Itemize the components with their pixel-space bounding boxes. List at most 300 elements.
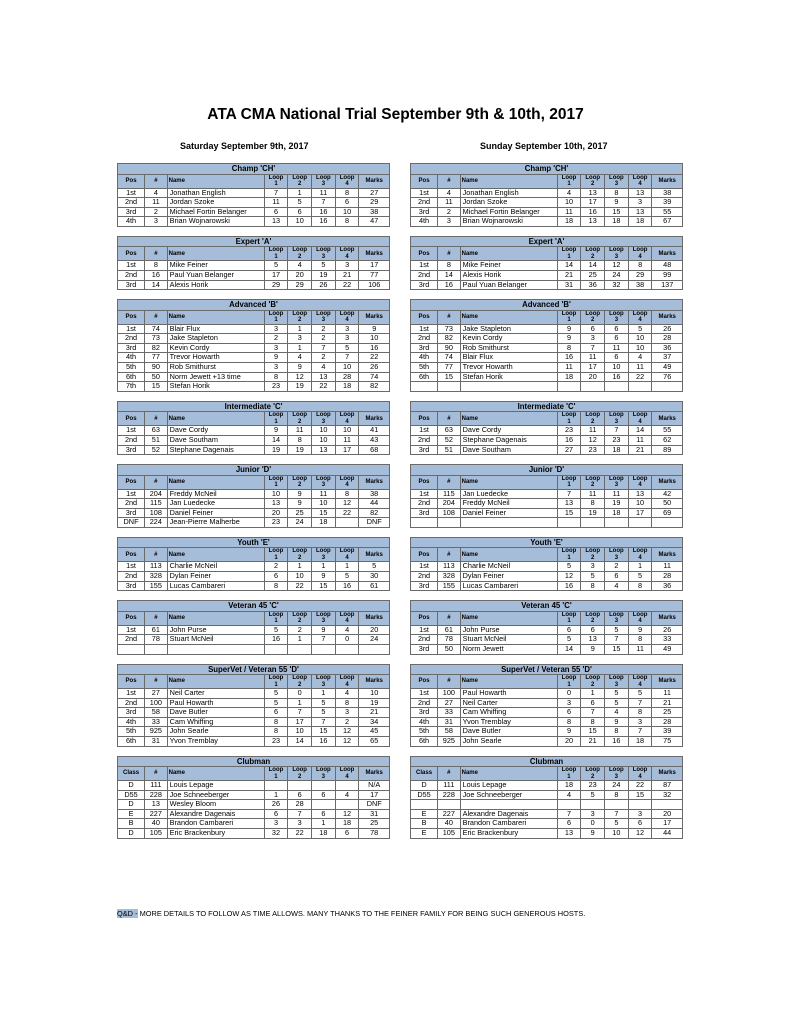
- loop-number: 2: [298, 554, 302, 561]
- cell-loop4: 3: [628, 717, 652, 727]
- table-row: [118, 445, 390, 455]
- cell-number: 63: [145, 426, 168, 436]
- cell-loop1: 32: [264, 829, 288, 839]
- cell-loop2: 4: [288, 353, 312, 363]
- cell-loop2: 4: [288, 261, 312, 271]
- table-row: [411, 188, 683, 198]
- table-row: [411, 635, 683, 645]
- cell-marks: 39: [652, 198, 683, 208]
- column-header-row: [118, 310, 390, 324]
- cell-loop2: 9: [288, 363, 312, 373]
- header-marks: Marks: [359, 767, 390, 781]
- cell-loop2: 5: [581, 790, 605, 800]
- cell-loop4: 16: [335, 581, 359, 591]
- column-header-row: [411, 611, 683, 625]
- cell-name: Norm Jewett +13 time: [167, 372, 264, 382]
- cell-loop4: 3: [335, 334, 359, 344]
- cell-marks: 25: [652, 708, 683, 718]
- cell-loop2: 20: [581, 372, 605, 382]
- results-table: [410, 756, 683, 839]
- loop-word: Loop: [561, 475, 577, 482]
- table-row: [118, 781, 390, 791]
- cell-number: 115: [145, 499, 168, 509]
- header-loop-1: [264, 247, 288, 261]
- loop-number: 1: [567, 482, 571, 489]
- table-row: [411, 270, 683, 280]
- cell-loop1: 23: [264, 518, 288, 528]
- cell-name: Jean-Pierre Malherbe: [167, 518, 264, 528]
- table-row: [411, 737, 683, 747]
- results-table: [410, 163, 683, 227]
- cell-place: D55: [118, 790, 145, 800]
- loop-number: 1: [567, 618, 571, 625]
- cell-number: 51: [438, 445, 461, 455]
- category-block: [410, 600, 683, 654]
- cell-name: Freddy McNeil: [460, 499, 557, 509]
- cell-loop2: [288, 644, 312, 654]
- cell-name: John Searle: [167, 727, 264, 737]
- cell-loop2: 17: [581, 363, 605, 373]
- cell-name: John Purse: [460, 625, 557, 635]
- cell-loop2: 13: [581, 635, 605, 645]
- cell-number: 8: [438, 261, 461, 271]
- cell-loop4: 12: [335, 499, 359, 509]
- loop-word: Loop: [339, 611, 355, 618]
- header-loop-4: [628, 247, 652, 261]
- loop-number: 2: [298, 618, 302, 625]
- table-row: [411, 717, 683, 727]
- category-block: [117, 464, 390, 528]
- loop-word: Loop: [268, 310, 284, 317]
- loop-word: Loop: [585, 247, 601, 254]
- category-title-row: [411, 537, 683, 548]
- cell-place: 1st: [411, 324, 438, 334]
- table-row: [411, 426, 683, 436]
- cell-loop4: 22: [628, 781, 652, 791]
- cell-loop3: 32: [605, 280, 629, 290]
- cell-place: 1st: [118, 625, 145, 635]
- cell-place: 2nd: [411, 698, 438, 708]
- cell-place: B: [118, 819, 145, 829]
- cell-loop4: 8: [335, 188, 359, 198]
- loop-number: 3: [321, 681, 326, 688]
- cell-place: 4th: [411, 353, 438, 363]
- header-marks: Marks: [359, 611, 390, 625]
- table-row: [411, 198, 683, 208]
- cell-name: Yvon Tremblay: [460, 717, 557, 727]
- cell-loop4: 8: [628, 708, 652, 718]
- cell-loop3: 7: [312, 717, 336, 727]
- cell-loop1: 26: [264, 800, 288, 810]
- header-loop-2: [288, 247, 312, 261]
- cell-number: 14: [438, 270, 461, 280]
- table-row: [411, 625, 683, 635]
- cell-place: 3rd: [118, 445, 145, 455]
- cell-name: Neil Carter: [460, 698, 557, 708]
- cell-loop1: 16: [557, 581, 581, 591]
- loop-number: 2: [298, 418, 302, 425]
- cell-loop3: 26: [312, 280, 336, 290]
- loop-number: 3: [614, 773, 619, 780]
- loop-number: 3: [614, 554, 619, 561]
- loop-word: Loop: [632, 310, 648, 317]
- cell-number: 8: [145, 261, 168, 271]
- cell-loop1: 18: [557, 781, 581, 791]
- cell-loop3: 13: [312, 372, 336, 382]
- header-loop-1: [557, 675, 581, 689]
- loop-word: Loop: [316, 310, 331, 317]
- header-marks: Marks: [652, 611, 683, 625]
- cell-loop2: 3: [288, 819, 312, 829]
- cell-loop1: 9: [264, 353, 288, 363]
- cell-place: 1st: [118, 562, 145, 572]
- cell-loop2: 22: [288, 581, 312, 591]
- category-block: [410, 756, 683, 839]
- cell-loop2: 15: [581, 727, 605, 737]
- cell-marks: 21: [359, 708, 390, 718]
- loop-number: 2: [591, 482, 595, 489]
- cell-number: [438, 800, 461, 810]
- cell-name: Blair Flux: [167, 324, 264, 334]
- loop-word: Loop: [316, 174, 331, 181]
- category-title: Clubman: [411, 756, 683, 767]
- cell-loop2: 23: [581, 781, 605, 791]
- cell-loop4: 0: [335, 635, 359, 645]
- cell-loop3: 16: [605, 372, 629, 382]
- cell-loop3: 6: [605, 334, 629, 344]
- loop-number: 1: [274, 482, 278, 489]
- sunday-results-column: [410, 163, 683, 848]
- cell-loop2: 14: [581, 261, 605, 271]
- cell-marks: 38: [359, 489, 390, 499]
- column-header-row: [411, 247, 683, 261]
- loop-number: 2: [591, 418, 595, 425]
- cell-loop4: 4: [335, 790, 359, 800]
- cell-loop1: [264, 781, 288, 791]
- loop-word: Loop: [585, 767, 600, 774]
- header-number: #: [145, 611, 168, 625]
- cell-number: 155: [145, 581, 168, 591]
- cell-marks: 38: [652, 188, 683, 198]
- cell-loop3: 15: [605, 644, 629, 654]
- cell-place: 3rd: [118, 508, 145, 518]
- category-block: [410, 401, 683, 455]
- cell-loop4: 3: [628, 809, 652, 819]
- header-loop-4: [628, 475, 652, 489]
- header-name: Name: [460, 548, 557, 562]
- cell-place: 3rd: [118, 207, 145, 217]
- column-header-row: [411, 174, 683, 188]
- cell-marks: 44: [652, 829, 683, 839]
- cell-name: Alexis Horik: [167, 280, 264, 290]
- cell-name: Jordan Szoke: [167, 198, 264, 208]
- cell-loop3: [605, 518, 629, 528]
- category-title: Champ 'CH': [118, 164, 390, 175]
- header-loop-1: [557, 310, 581, 324]
- header-marks: Marks: [652, 475, 683, 489]
- cell-loop1: 13: [264, 499, 288, 509]
- header-loop-4: [335, 174, 359, 188]
- cell-name: Joe Schneeberger: [460, 790, 557, 800]
- cell-loop3: 16: [312, 737, 336, 747]
- table-row: [118, 280, 390, 290]
- cell-loop2: 13: [581, 217, 605, 227]
- loop-number: 2: [591, 253, 595, 260]
- cell-loop2: [581, 800, 605, 810]
- cell-name: Paul Howarth: [460, 689, 557, 699]
- cell-loop1: 3: [264, 324, 288, 334]
- category-title-row: [118, 537, 390, 548]
- cell-loop4: 38: [628, 280, 652, 290]
- cell-number: 58: [145, 708, 168, 718]
- cell-place: 3rd: [411, 508, 438, 518]
- cell-place: 3rd: [411, 708, 438, 718]
- cell-place: 3rd: [411, 445, 438, 455]
- cell-number: 16: [438, 280, 461, 290]
- category-title-row: [411, 601, 683, 612]
- cell-name: Cam Whiffing: [460, 708, 557, 718]
- cell-loop4: 8: [628, 581, 652, 591]
- results-table: [117, 756, 390, 839]
- loop-number: 1: [567, 181, 571, 187]
- header-loop-2: [581, 611, 605, 625]
- cell-place: [118, 644, 145, 654]
- cell-marks: 32: [652, 790, 683, 800]
- header-number: #: [145, 174, 168, 188]
- cell-name: Charlie McNeil: [460, 562, 557, 572]
- cell-loop4: [628, 800, 652, 810]
- cell-loop2: 3: [581, 334, 605, 344]
- cell-place: 3rd: [411, 207, 438, 217]
- cell-place: 5th: [118, 363, 145, 373]
- header-number: #: [145, 767, 168, 781]
- cell-loop3: 19: [605, 499, 629, 509]
- cell-number: 155: [438, 581, 461, 591]
- table-row: [411, 572, 683, 582]
- header-loop-3: [312, 412, 336, 426]
- cell-loop2: 8: [581, 499, 605, 509]
- cell-loop4: 4: [628, 353, 652, 363]
- cell-loop4: 10: [628, 334, 652, 344]
- cell-loop3: 8: [605, 790, 629, 800]
- table-row: [118, 334, 390, 344]
- header-loop-4: [335, 310, 359, 324]
- table-row: [118, 508, 390, 518]
- column-header-row: [411, 548, 683, 562]
- cell-place: 2nd: [118, 198, 145, 208]
- loop-word: Loop: [609, 611, 624, 618]
- cell-loop3: 4: [312, 363, 336, 373]
- loop-word: Loop: [268, 548, 284, 555]
- cell-number: 31: [145, 737, 168, 747]
- cell-loop3: 11: [605, 343, 629, 353]
- cell-loop4: 17: [628, 508, 652, 518]
- loop-number: 4: [345, 482, 349, 489]
- cell-name: Dave Cordy: [460, 426, 557, 436]
- cell-number: 3: [145, 217, 168, 227]
- header-name: Name: [167, 310, 264, 324]
- header-pos: Pos: [411, 675, 438, 689]
- table-row: [118, 644, 390, 654]
- cell-place: 1st: [411, 562, 438, 572]
- table-row: [118, 737, 390, 747]
- cell-number: 27: [438, 698, 461, 708]
- loop-word: Loop: [561, 412, 577, 419]
- cell-number: 111: [145, 781, 168, 791]
- cell-loop3: 5: [605, 625, 629, 635]
- cell-loop4: 17: [335, 445, 359, 455]
- cell-loop4: 5: [628, 689, 652, 699]
- header-loop-3: [605, 675, 629, 689]
- cell-marks: 49: [652, 644, 683, 654]
- results-table: [410, 600, 683, 654]
- cell-name: Alexandre Dagenais: [460, 809, 557, 819]
- header-name: Name: [460, 611, 557, 625]
- cell-loop3: 18: [312, 829, 336, 839]
- category-title-row: [118, 465, 390, 476]
- table-row: [411, 280, 683, 290]
- cell-place: 1st: [411, 188, 438, 198]
- table-row: [118, 819, 390, 829]
- cell-loop3: 7: [312, 635, 336, 645]
- header-loop-1: [557, 247, 581, 261]
- cell-name: Trevor Howarth: [167, 353, 264, 363]
- header-loop-1: [557, 475, 581, 489]
- cell-marks: 30: [359, 572, 390, 582]
- header-loop-2: [288, 412, 312, 426]
- cell-loop4: 11: [628, 644, 652, 654]
- loop-word: Loop: [632, 767, 648, 774]
- cell-name: Rob Smithurst: [167, 363, 264, 373]
- category-title-row: [118, 236, 390, 247]
- header-number: #: [438, 412, 461, 426]
- cell-number: 61: [438, 625, 461, 635]
- category-block: [117, 537, 390, 591]
- cell-loop2: 10: [288, 572, 312, 582]
- loop-number: 3: [614, 418, 619, 425]
- cell-number: 204: [438, 499, 461, 509]
- header-loop-1: [264, 412, 288, 426]
- cell-loop1: 21: [557, 270, 581, 280]
- cell-loop1: 2: [264, 334, 288, 344]
- loop-number: 4: [638, 418, 642, 425]
- cell-name: Cam Whiffing: [167, 717, 264, 727]
- loop-number: 4: [638, 681, 642, 688]
- cell-loop4: 10: [335, 207, 359, 217]
- header-loop-2: [288, 548, 312, 562]
- loop-word: Loop: [339, 412, 355, 419]
- loop-number: 3: [321, 418, 326, 425]
- cell-loop4: 13: [628, 207, 652, 217]
- header-marks: Marks: [359, 247, 390, 261]
- results-table: [117, 401, 390, 455]
- cell-loop3: 8: [605, 727, 629, 737]
- column-header-row: [411, 310, 683, 324]
- cell-name: John Searle: [460, 737, 557, 747]
- cell-place: B: [411, 819, 438, 829]
- cell-name: Kevin Cordy: [460, 334, 557, 344]
- cell-loop1: 9: [557, 727, 581, 737]
- cell-loop2: 6: [288, 207, 312, 217]
- cell-name: Dave Butler: [460, 727, 557, 737]
- loop-number: 2: [591, 181, 595, 187]
- cell-number: 328: [438, 572, 461, 582]
- loop-number: 3: [321, 253, 326, 260]
- table-row: [118, 689, 390, 699]
- loop-word: Loop: [609, 247, 624, 254]
- cell-number: 40: [438, 819, 461, 829]
- cell-marks: 99: [652, 270, 683, 280]
- loop-word: Loop: [339, 675, 355, 682]
- cell-name: Alexandre Dagenais: [167, 809, 264, 819]
- category-block: [117, 664, 390, 747]
- cell-number: 228: [145, 790, 168, 800]
- cell-loop3: 16: [312, 217, 336, 227]
- header-name: Name: [167, 548, 264, 562]
- category-title-row: [411, 664, 683, 675]
- loop-word: Loop: [339, 548, 355, 555]
- cell-loop3: 5: [312, 261, 336, 271]
- header-marks: Marks: [652, 310, 683, 324]
- results-table: [410, 664, 683, 747]
- cell-place: 4th: [118, 717, 145, 727]
- cell-place: 2nd: [411, 499, 438, 509]
- cell-loop3: 2: [605, 562, 629, 572]
- loop-word: Loop: [316, 247, 331, 254]
- saturday-results-column: [117, 163, 390, 848]
- cell-loop1: 8: [264, 717, 288, 727]
- cell-loop2: 10: [288, 217, 312, 227]
- cell-loop4: 29: [628, 270, 652, 280]
- loop-number: 4: [345, 618, 349, 625]
- header-number: #: [438, 548, 461, 562]
- cell-name: Stefan Horik: [167, 382, 264, 392]
- loop-word: Loop: [632, 475, 648, 482]
- cell-name: Freddy McNeil: [167, 489, 264, 499]
- cell-loop4: 22: [335, 508, 359, 518]
- cell-place: E: [411, 829, 438, 839]
- cell-place: 1st: [118, 489, 145, 499]
- cell-loop3: 9: [312, 572, 336, 582]
- cell-place: 2nd: [118, 270, 145, 280]
- results-table: [117, 664, 390, 747]
- header-loop-2: [288, 611, 312, 625]
- cell-loop2: 36: [581, 280, 605, 290]
- cell-loop4: [335, 644, 359, 654]
- header-loop-3: [312, 675, 336, 689]
- results-table: [117, 464, 390, 528]
- cell-number: 52: [145, 445, 168, 455]
- table-row: [411, 499, 683, 509]
- cell-loop3: 18: [605, 217, 629, 227]
- header-loop-1: [264, 611, 288, 625]
- cell-loop3: 4: [605, 581, 629, 591]
- day-label-sunday: Sunday September 10th, 2017: [480, 141, 608, 151]
- cell-loop2: 1: [288, 188, 312, 198]
- cell-loop1: 9: [557, 324, 581, 334]
- cell-name: Lucas Cambareri: [167, 581, 264, 591]
- loop-number: 1: [567, 418, 571, 425]
- cell-number: 227: [438, 809, 461, 819]
- loop-word: Loop: [609, 475, 624, 482]
- cell-loop1: 16: [557, 353, 581, 363]
- cell-number: 2: [438, 207, 461, 217]
- cell-loop1: 6: [264, 809, 288, 819]
- cell-loop1: 6: [264, 572, 288, 582]
- cell-place: 2nd: [411, 198, 438, 208]
- cell-loop3: 22: [312, 382, 336, 392]
- loop-number: 2: [298, 482, 302, 489]
